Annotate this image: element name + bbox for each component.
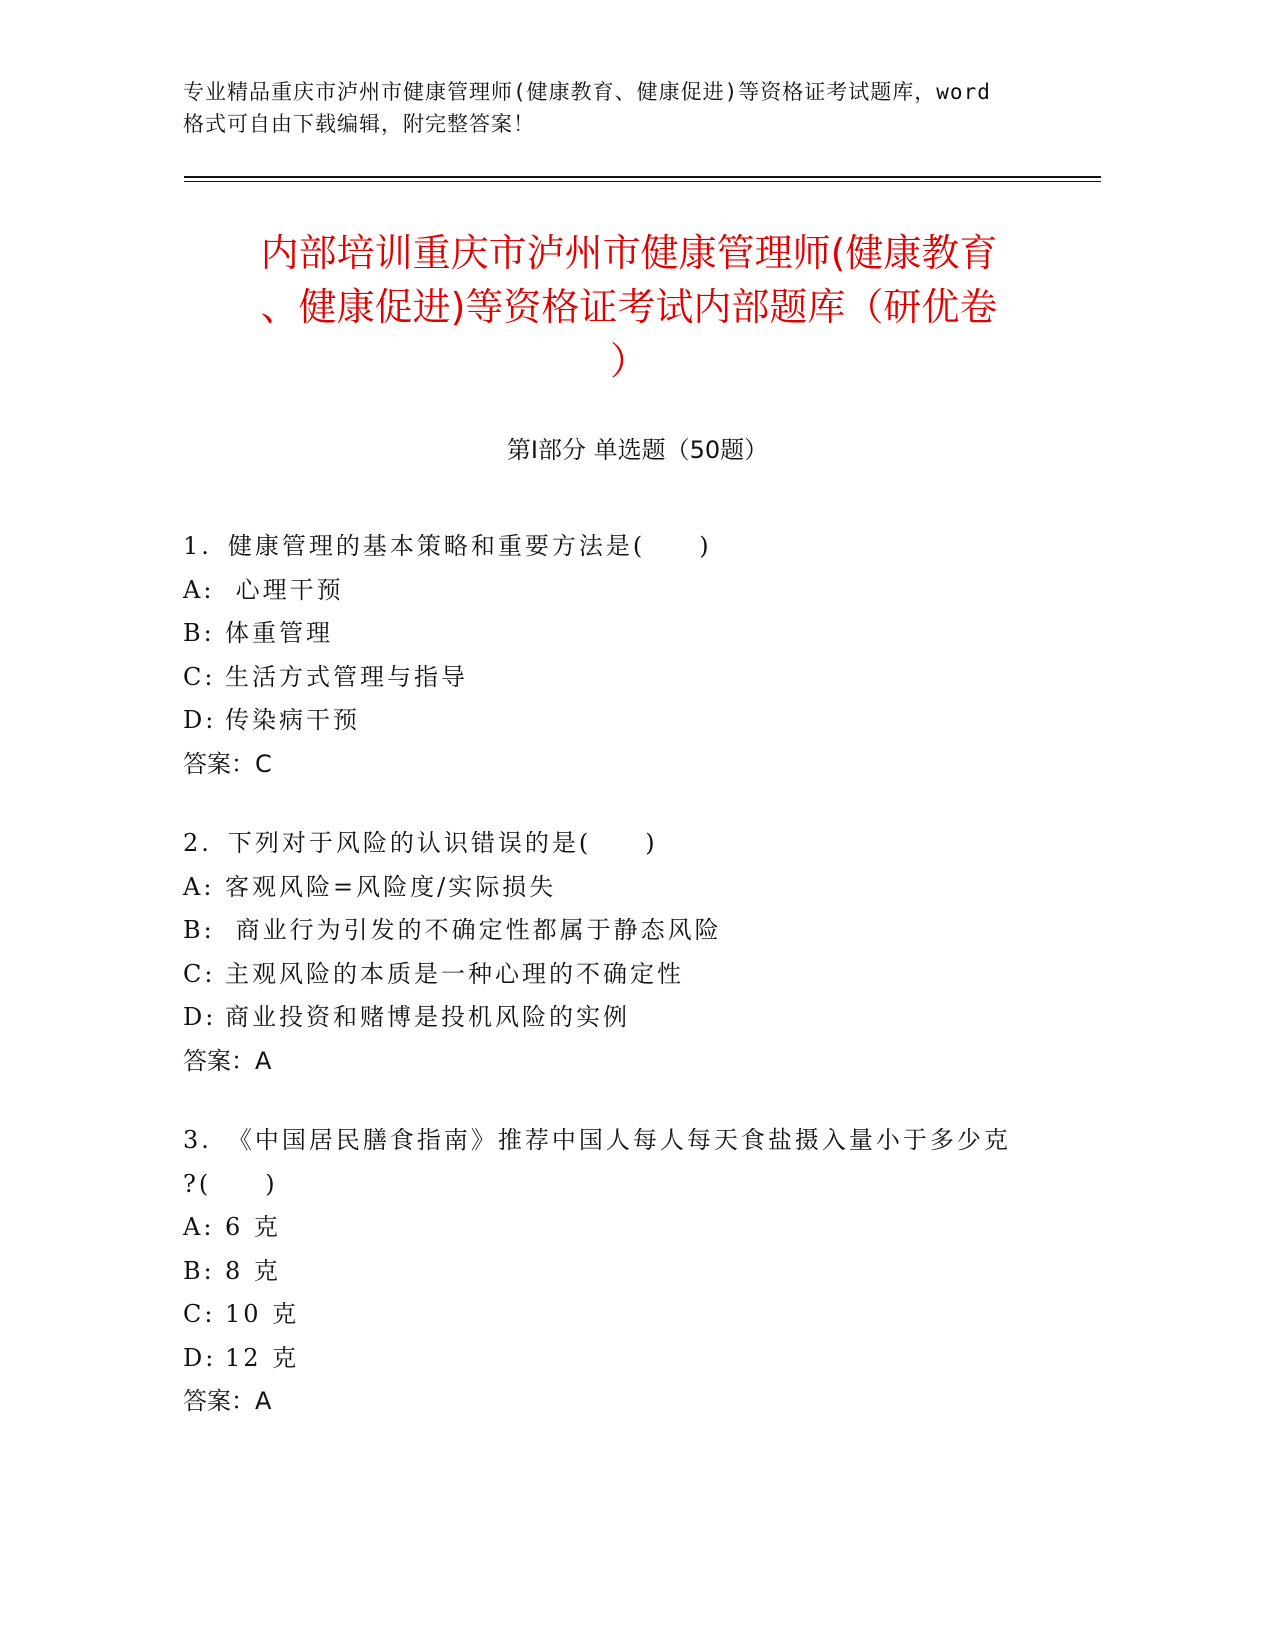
- option-key: A:: [183, 872, 215, 901]
- question-text: 《中国居民膳食指南》推荐中国人每人每天食盐摄入量小于多少克: [227, 1126, 1011, 1154]
- option-text: 6 克: [225, 1213, 281, 1241]
- option-key: C:: [183, 959, 216, 988]
- option-key: B:: [183, 619, 215, 647]
- option-key: C:: [183, 1300, 216, 1328]
- title-line-3: ）: [609, 339, 648, 383]
- title-line-1: 内部培训重庆市泸州市健康管理师(健康教育: [260, 231, 998, 275]
- option-key: D:: [183, 1343, 217, 1372]
- question-3: [183, 1119, 1063, 1424]
- question-list: [183, 525, 1063, 1460]
- answer-line: 答案：A: [183, 1046, 272, 1075]
- question-stem: [183, 822, 1063, 866]
- question-2: [183, 822, 1063, 1083]
- question-stem-continued: ?( ): [183, 1169, 278, 1198]
- option-b: [183, 1250, 1063, 1294]
- question-number: 1.: [183, 532, 212, 560]
- question-text: 健康管理的基本策略和重要方法是( ): [227, 532, 712, 560]
- option-b: [183, 612, 1063, 656]
- option-a: [183, 1206, 1063, 1250]
- option-text: 生活方式管理与指导: [225, 662, 468, 691]
- answer-line: 答案：C: [183, 749, 272, 778]
- option-key: B:: [183, 1256, 215, 1285]
- option-text: 主观风险的本质是一种心理的不确定性: [225, 959, 684, 988]
- header-note-line-2: 格式可自由下载编辑，附完整答案！: [183, 112, 535, 136]
- option-key: B:: [183, 916, 215, 944]
- option-text: 客观风险=风险度/实际损失: [225, 872, 557, 901]
- question-number: 2.: [183, 829, 212, 857]
- option-a: [183, 866, 1063, 910]
- header-note-line-1: 专业精品重庆市泸州市健康管理师(健康教育、健康促进)等资格证考试题库，word: [183, 80, 991, 104]
- option-key: A:: [183, 575, 215, 604]
- option-text: 心理干预: [225, 575, 344, 604]
- question-1: [183, 525, 1063, 786]
- option-c: [183, 656, 1063, 700]
- option-text: 8 克: [225, 1256, 281, 1285]
- document-title: [178, 226, 1080, 388]
- title-line-2: 、健康促进)等资格证考试内部题库（研优卷: [260, 285, 998, 329]
- option-text: 12 克: [225, 1343, 300, 1372]
- option-b: [183, 909, 1063, 953]
- header-divider-thin: [184, 181, 1101, 182]
- question-number: 3.: [183, 1126, 212, 1154]
- option-c: [183, 953, 1063, 997]
- option-key: D:: [183, 1003, 217, 1031]
- answer-line: 答案：A: [183, 1387, 272, 1415]
- option-text: 商业投资和赌博是投机风险的实例: [225, 1003, 630, 1031]
- question-text: 下列对于风险的认识错误的是( ): [227, 829, 658, 857]
- option-key: D:: [183, 706, 217, 734]
- question-stem: [183, 1119, 1063, 1163]
- header-divider-thick: [184, 176, 1101, 178]
- option-c: [183, 1293, 1063, 1337]
- section-title: 第Ⅰ部分 单选题（50题）: [506, 436, 769, 464]
- option-d: [183, 996, 1063, 1040]
- option-text: 体重管理: [225, 619, 333, 647]
- option-text: 商业行为引发的不确定性都属于静态风险: [225, 916, 722, 944]
- option-key: C:: [183, 662, 216, 691]
- option-a: [183, 569, 1063, 613]
- option-text: 10 克: [225, 1300, 300, 1328]
- question-stem: [183, 525, 1063, 569]
- option-d: [183, 699, 1063, 743]
- option-text: 传染病干预: [225, 706, 360, 734]
- option-d: [183, 1337, 1063, 1381]
- option-key: A:: [183, 1213, 215, 1241]
- header-note: [183, 76, 1083, 140]
